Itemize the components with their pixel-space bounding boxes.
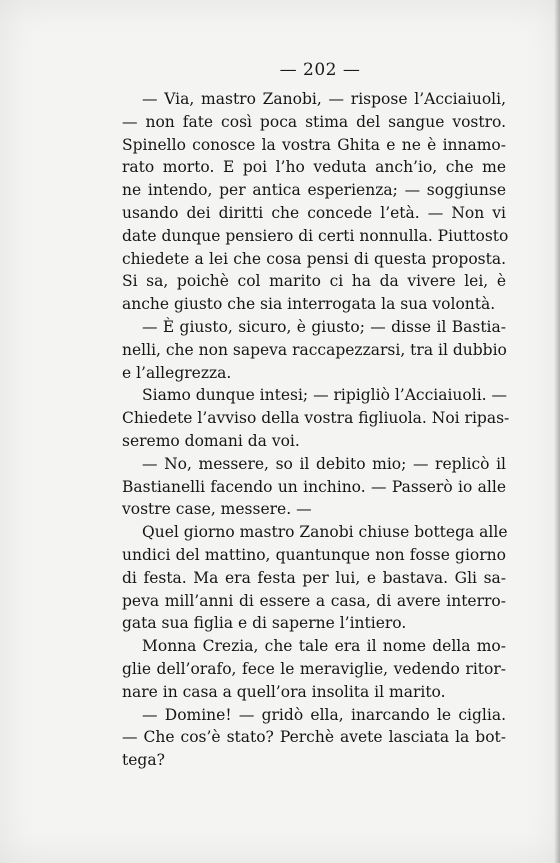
text-line: Quel giorno mastro Zanobi chiuse bottega alle	[142, 523, 508, 542]
text-line: glie dell’orafo, fece le meraviglie, vedendo ritor-	[122, 659, 506, 678]
text-line: tega?	[122, 751, 165, 770]
text-line: — Domine! — gridò ella, inarcando le ciglia.	[142, 705, 506, 724]
text-line: Chiedete l’avviso della vostra figliuola. Noi ripas-	[122, 409, 510, 428]
text-line: nelli, che non sapeva raccapezzarsi, tra il dubbio	[122, 340, 507, 359]
text-line: undici del mattino, quantunque non fosse giorno	[122, 545, 506, 564]
text-line: peva mill’anni di essere a casa, di avere interro-	[122, 591, 506, 610]
text-line: — Che cos’è stato? Perchè avete lasciata la bot-	[122, 728, 506, 747]
text-line: — No, messere, so il debito mio; — replicò il	[142, 454, 506, 473]
text-line: — non fate così poca stima del sangue vostro.	[122, 112, 506, 131]
text-line: Si sa, poichè col marito ci ha da vivere lei, è	[122, 272, 506, 291]
text-line: date dunque pensiero di certi nonnulla. Piuttosto	[122, 226, 509, 245]
body-text	[122, 88, 510, 772]
text-line: e l’allegrezza.	[122, 363, 232, 382]
text-line: Spinello conosce la vostra Ghita e ne è innamo-	[122, 135, 506, 154]
text-line: vostre case, messere. —	[122, 500, 312, 519]
page-number: — 202 —	[279, 60, 361, 80]
text-line: chiedete a lei che cosa pensi di questa proposta.	[122, 249, 506, 268]
text-line: Monna Crezia, che tale era il nome della mo-	[142, 637, 506, 656]
text-line: di festa. Ma era festa per lui, e bastava. Gli sa-	[122, 568, 506, 587]
text-line: seremo domani da voi.	[122, 431, 300, 450]
text-line: anche giusto che sia interrogata la sua volontà.	[122, 295, 496, 314]
page-edge-shadow	[554, 0, 560, 863]
text-line: rato morto. E poi l’ho veduta anch’io, che me	[122, 158, 506, 177]
text-line: — Via, mastro Zanobi, — rispose l’Acciaiuoli,	[142, 90, 506, 108]
text-line: usando dei diritti che concede l’età. — Non vi	[122, 203, 506, 222]
text-line: nare in casa a quell’ora insolita il marito.	[122, 682, 446, 701]
text-line: Siamo dunque intesi; — ripigliò l’Acciaiuoli. —	[142, 386, 508, 405]
text-line: — È giusto, sicuro, è giusto; — disse il Bastia-	[142, 317, 506, 336]
text-line: gata sua figlia e di saperne l’intiero.	[122, 614, 407, 633]
text-line: Bastianelli facendo un inchino. — Passerò io alle	[122, 477, 506, 496]
text-line: ne intendo, per antica esperienza; — soggiunse	[122, 181, 506, 200]
